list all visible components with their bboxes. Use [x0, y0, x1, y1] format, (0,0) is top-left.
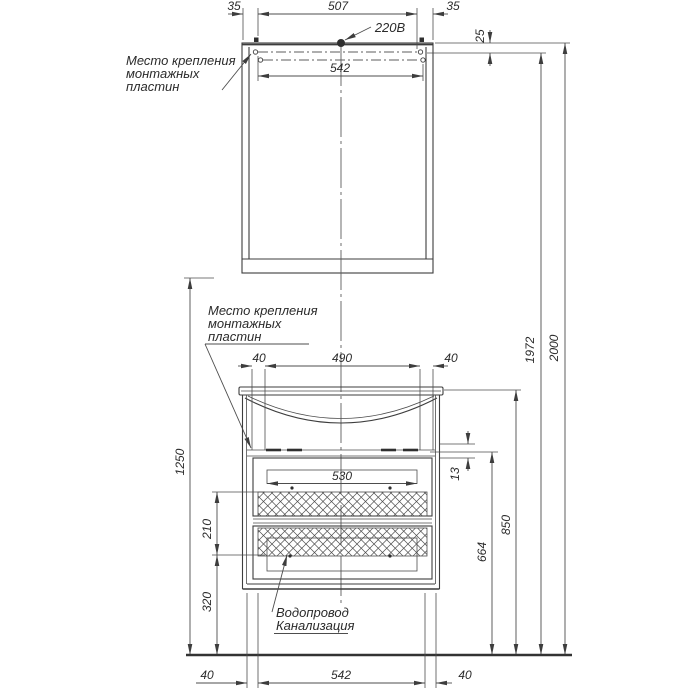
svg-text:1250: 1250: [173, 448, 187, 476]
dim-mount-line-height: [523, 53, 541, 655]
power-point-icon: [337, 39, 345, 47]
plumbing-zone-hatch: [258, 528, 427, 556]
dim-overall-height: [547, 43, 565, 655]
svg-text:13: 13: [448, 467, 462, 481]
dim-cabinet-margin-left: 40: [252, 351, 266, 365]
svg-text:25: 25: [473, 29, 487, 43]
dim-counter-height: [444, 390, 521, 655]
drawer-top: [253, 458, 432, 516]
svg-text:2000: 2000: [547, 334, 561, 362]
mirror-cabinet: [242, 43, 433, 273]
dim-counter-gap: [440, 431, 475, 481]
dim-base-margin-right: 40: [458, 668, 472, 682]
cabinet-plates-callout: [205, 303, 318, 448]
svg-text:Место крепления: Место крепления: [208, 303, 318, 318]
drawer-gap: [253, 519, 432, 523]
svg-text:1972: 1972: [523, 336, 537, 364]
mount-hole-icon: [421, 58, 425, 62]
mount-hole-icon: [418, 50, 422, 54]
dim-cabinet-span: 490: [331, 351, 353, 365]
screw-icon: [254, 38, 259, 43]
water-supply-label: Водопровод: [276, 605, 349, 620]
dim-cabinet-margin-right: 40: [444, 351, 458, 365]
dim-drawer-inner-width: [267, 469, 417, 484]
svg-text:542: 542: [329, 61, 351, 75]
svg-text:пластин: пластин: [126, 79, 180, 94]
svg-text:664: 664: [475, 541, 489, 563]
dim-base-margin-left: 40: [200, 668, 214, 682]
plumbing-callout: [272, 555, 354, 634]
dim-service-zone-height: 210: [200, 518, 214, 540]
dim-mirror-margin-right: 35: [446, 0, 460, 13]
mount-hole-icon: [253, 50, 257, 54]
svg-text:Место крепления: Место крепления: [126, 53, 236, 68]
mirror-plates-callout: [126, 53, 251, 94]
svg-text:пластин: пластин: [208, 329, 262, 344]
dim-mirror-span: 507: [327, 0, 349, 13]
dim-mirror-margin-left: 35: [227, 0, 241, 13]
drawer-bottom: [253, 526, 432, 579]
dim-service-zone-offset: 320: [200, 591, 214, 613]
dim-mirror-top-offset: [427, 29, 570, 66]
svg-text:монтажных: монтажных: [208, 316, 282, 331]
mount-hole-icon: [258, 58, 262, 62]
power-label: 220В: [374, 20, 406, 35]
dim-base-mount-span: 542: [330, 668, 352, 682]
screw-icon: [420, 38, 425, 43]
svg-text:530: 530: [331, 469, 353, 483]
sewerage-label: Канализация: [276, 618, 355, 633]
svg-text:монтажных: монтажных: [126, 66, 200, 81]
svg-text:850: 850: [499, 514, 513, 536]
plumbing-zone-hatch: [258, 492, 427, 516]
dim-drawer-top-height: [430, 452, 498, 655]
